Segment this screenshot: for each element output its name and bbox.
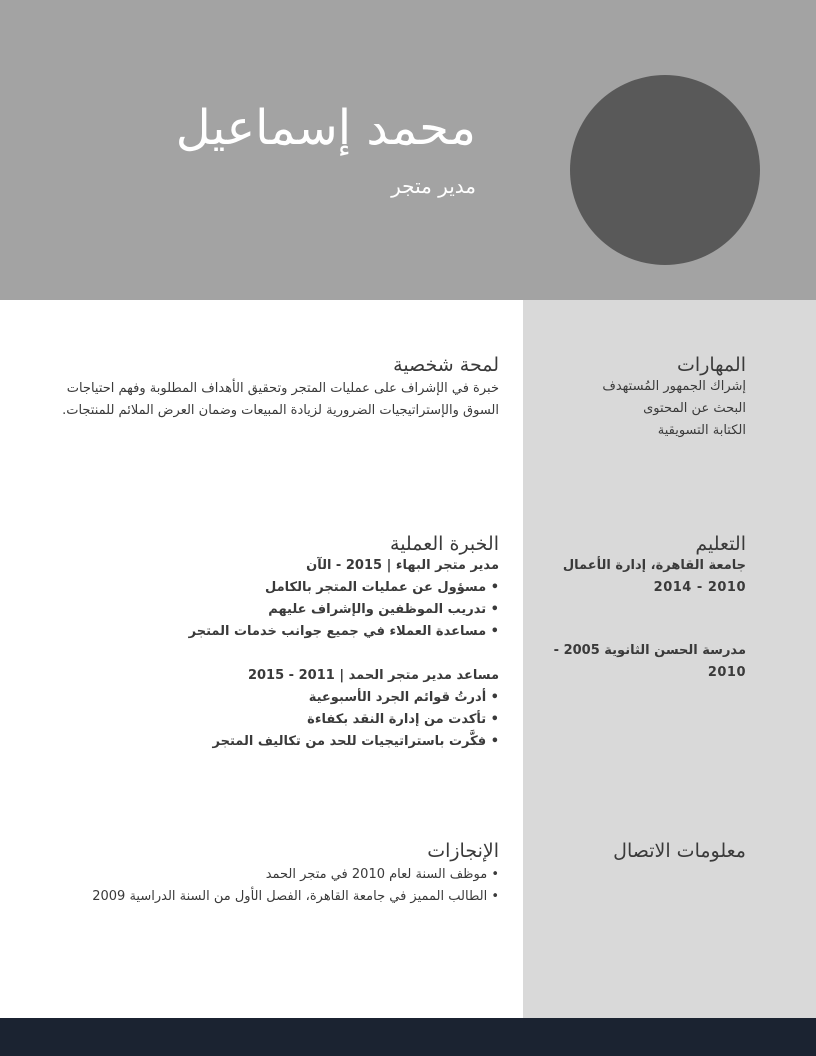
job-bullet: • تأكدت من إدارة النقد بكفاءة <box>307 712 499 727</box>
achievements-title: الإنجازات <box>427 840 499 862</box>
skill-item: إشراك الجمهور المُستهدف <box>602 379 746 394</box>
achievements-section <box>44 840 499 908</box>
profile-title: لمحة شخصية <box>393 354 499 376</box>
job-bullet: • أدرتُ قوائم الجرد الأسبوعية <box>308 690 499 705</box>
job-heading: مساعد مدير متجر الحمد | 2011 - 2015 <box>247 668 499 683</box>
job-title: مدير متجر <box>391 174 476 198</box>
skills-section <box>516 354 746 442</box>
job-bullet: • تدريب الموظفين والإشراف عليهم <box>268 602 499 617</box>
job-heading: مدير متجر البهاء | 2015 - الآن <box>306 558 499 573</box>
education-entry-2 <box>516 640 746 684</box>
achievement-item: • الطالب المميز في جامعة القاهرة، الفصل الأول من السنة الدراسية 2009 <box>92 889 499 904</box>
skills-title: المهارات <box>677 354 746 376</box>
education-entry: مدرسة الحسن الثانوية 2005 - <box>553 643 746 658</box>
person-name: محمد إسماعيل <box>175 100 476 156</box>
experience-title: الخبرة العملية <box>390 533 499 555</box>
education-section <box>516 533 746 599</box>
education-dates: 2010 - 2014 <box>653 580 746 595</box>
education-title: التعليم <box>695 533 746 555</box>
job-bullet: • فكَّرت باستراتيجيات للحد من تكاليف المتجر <box>212 734 499 749</box>
profile-section <box>44 354 499 422</box>
header-band <box>0 0 816 300</box>
contact-title: معلومات الاتصال <box>613 840 746 862</box>
spacer <box>44 643 499 665</box>
education-entry: جامعة القاهرة، إدارة الأعمال <box>562 558 746 573</box>
job-bullet: • مسؤول عن عمليات المتجر بالكامل <box>264 580 499 595</box>
footer-band <box>0 1018 816 1056</box>
contact-section <box>516 840 746 862</box>
education-dates: 2010 <box>707 665 746 680</box>
skill-item: البحث عن المحتوى <box>643 401 746 416</box>
experience-section <box>44 533 499 753</box>
profile-text: خبرة في الإشراف على عمليات المتجر وتحقيق الأهداف المطلوبة وفهم احتياجات السوق والإستراتيجيات الضرورية لزيادة المبيعات وضمان العرض الملائم للمنتجات. <box>62 381 499 418</box>
skill-item: الكتابة التسويقية <box>657 423 746 438</box>
achievement-item: • موظف السنة لعام 2010 في متجر الحمد <box>265 867 499 882</box>
profile-photo-placeholder <box>570 75 760 265</box>
job-bullet: • مساعدة العملاء في جميع جوانب خدمات المتجر <box>188 624 499 639</box>
